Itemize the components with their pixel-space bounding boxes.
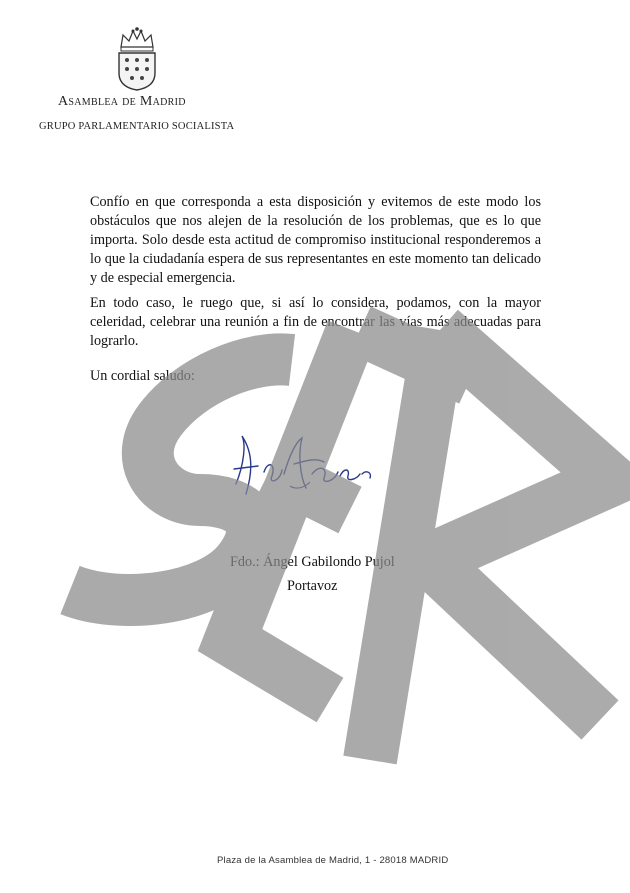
letterhead [0, 0, 630, 150]
body-paragraph-1: Confío en que corresponda a esta disposición y evitemos de este modo los obstáculos que nos alejen de la resolución de los problemas, que es lo que importa. Solo desde esta actitud de compromiso institucional responderemos a lo que la ciudadanía espera de sus representantes en este momento tan delicado y de especial emergencia. [90, 194, 541, 286]
footer-address: Plaza de la Asamblea de Madrid, 1 - 28018 MADRID [217, 855, 449, 866]
handwritten-signature [224, 424, 384, 504]
signer-name: Fdo.: Ángel Gabilondo Pujol [230, 554, 395, 570]
letter-body [90, 193, 541, 357]
body-paragraph-2: En todo caso, le ruego que, si así lo considera, podamos, con la mayor celeridad, celebrar una reunión a fin de encontrar las vías más adecuadas para lograrlo. [90, 295, 541, 349]
signer-title: Portavoz [287, 578, 338, 594]
institution-name: Asamblea de Madrid [58, 94, 186, 109]
crest-icon [113, 27, 161, 91]
parliamentary-group: GRUPO PARLAMENTARIO SOCIALISTA [39, 121, 235, 132]
closing-greeting: Un cordial saludo: [90, 368, 195, 384]
